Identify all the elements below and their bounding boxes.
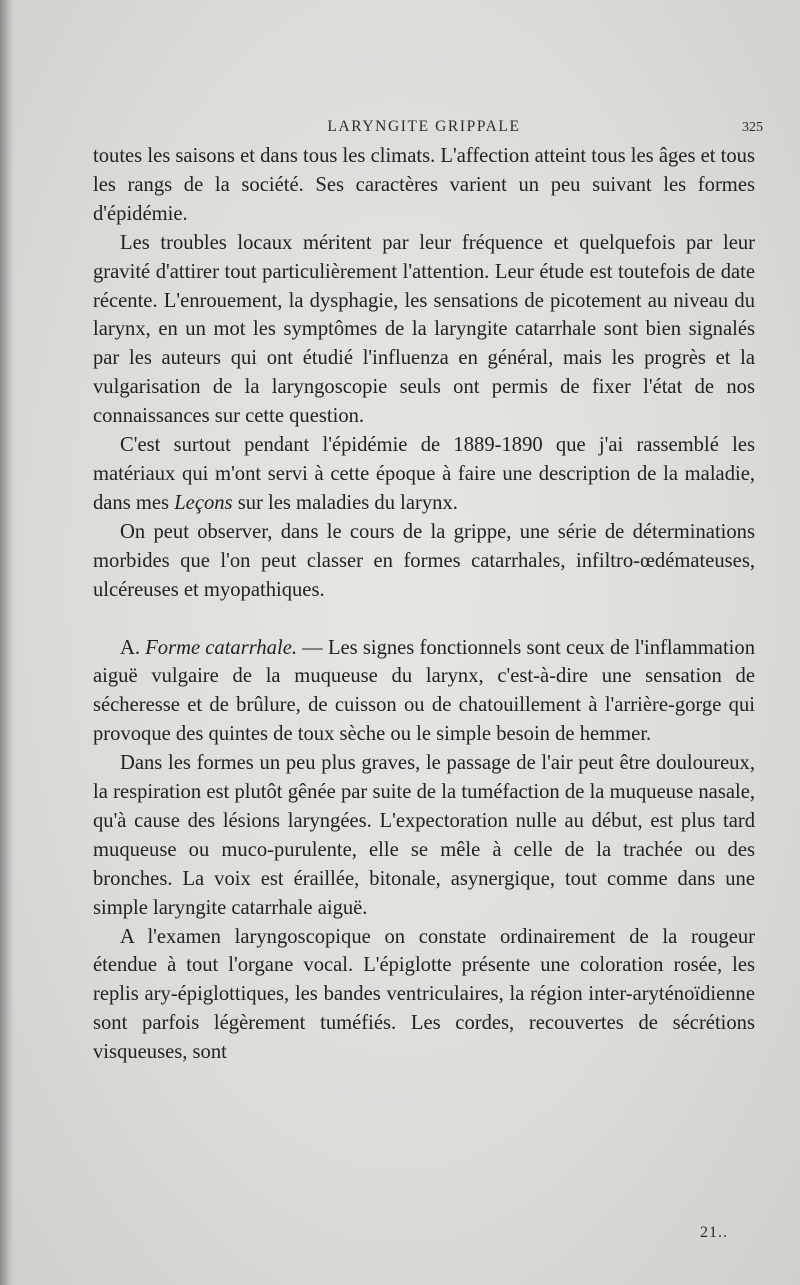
section-a-paragraph [93,634,755,750]
page-content [93,116,763,1067]
running-title: LARYNGITE GRIPPALE [327,118,521,135]
page-number: 325 [742,120,763,135]
section-a-label: A. [120,636,141,659]
paragraph-text-before: C'est surtout pendant l'épidémie de 1889-1890 que j'ai rassemblé les matériaux qui m'ont servi à cette époque à faire une description de la maladie, dans mes [93,434,755,514]
lecons-title: Leçons [174,491,233,514]
running-head [93,116,763,142]
section-a-dash: — [297,636,328,659]
paragraph-morbid-forms: On peut observer, dans le cours de la grippe, une série de déterminations morbides que l'on peut classer en formes catarrhales, infiltro-œdémateuses, ulcéreuses et myopathiques. [93,520,755,601]
paragraph-local-troubles: Les troubles locaux méritent par leur fréquence et quelquefois par leur gravité d'attirer tout particulièrement l'attention. Leur étude est toutefois de date récente. L'enrouement, la dysphagie, les sensations de picotement au niveau du larynx, en un mot les symptômes de la laryngite catarrhale sont bien signalés par les auteurs qui ont étudié l'influenza en général, mais les progrès et la vulgarisation de la laryngoscopie seuls ont permis de fixer l'état de nos connaissances sur cette question. [93,231,755,428]
section-gap [93,605,755,634]
page-edge-shadow [0,0,14,1285]
section-a-text: Les signes fonctionnels sont ceux de l'inflammation aiguë vulgaire de la muqueuse du larynx, c'est-à-dire une sensation de sécheresse et de brûlure, de cuisson ou de chatouillement à l'arrière-gorge qui provoque des quintes de toux sèche ou le simple besoin de hemmer. [93,636,755,746]
section-a-title: Forme catarrhale. [145,636,297,659]
paragraph-laryngoscopic-exam: A l'examen laryngoscopique on constate ordinairement de la rougeur étendue à tout l'organe vocal. L'épiglotte présente une coloration rosée, les replis ary-épiglottiques, les bandes ventriculaires, la région inter-aryténoïdienne sont parfois légèrement tuméfiés. Les cordes, recouvertes de sécrétions visqueuses, sont [93,925,755,1064]
body-text [93,142,755,1067]
paragraph-graver-forms: Dans les formes un peu plus graves, le passage de l'air peut être douloureux, la respiration est plutôt gênée par suite de la tuméfaction de la muqueuse nasale, qu'à cause des lésions laryngées. L'expectoration nulle au début, est plus tard muqueuse ou muco-purulente, elle se mêle à celle de la trachée ou des bronches. La voix est éraillée, bitonale, asynergique, tout comme dans une simple laryngite catarrhale aiguë. [93,752,755,919]
paragraph-text-after: sur les maladies du larynx. [232,491,458,514]
signature-mark: 21.. [700,1224,728,1241]
paragraph-continuation: toutes les saisons et dans tous les climats. L'affection atteint tous les âges et tous les rangs de la société. Ses caractères varient un peu suivant les formes d'épidémie. [93,145,755,225]
paragraph-epidemic-1889 [93,431,755,518]
